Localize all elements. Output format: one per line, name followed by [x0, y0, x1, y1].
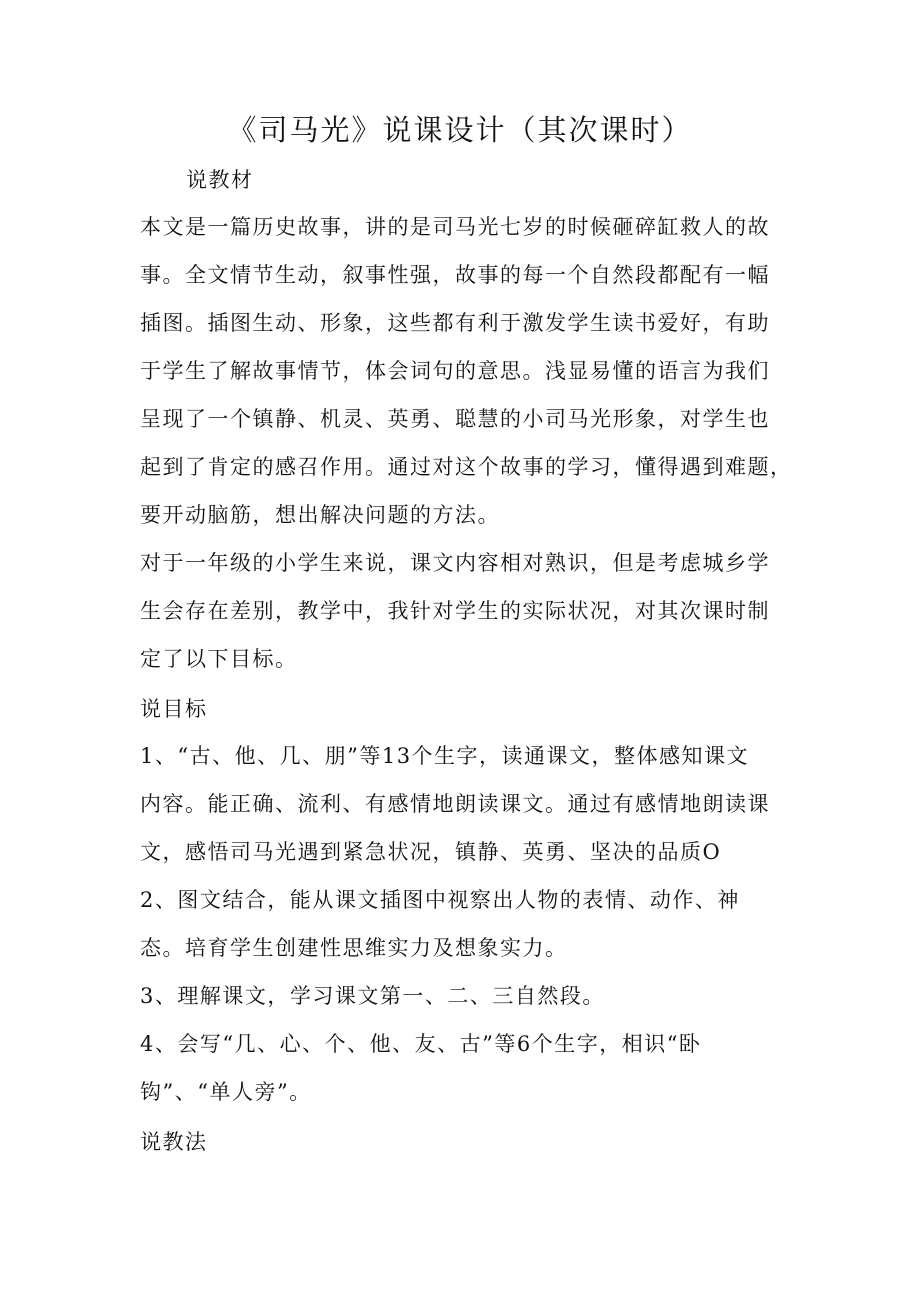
paragraph-line: 插图。插图生动、形象，这些都有利于激发学生读书爱好，有助 [140, 311, 770, 335]
goal-item-line: 3、理解课文，学习课文第一、二、三自然段。 [140, 984, 605, 1008]
paragraph-line: 本文是一篇历史故事，讲的是司马光七岁的时候砸碎缸救人的故 [140, 215, 770, 239]
goal-item-line: 文，感悟司马光遇到紧急状况，镇静、英勇、坚决的品质O [140, 840, 722, 864]
section-heading-methods: 说教法 [140, 1130, 208, 1154]
paragraph-line: 要开动脑筋，想出解决问题的方法。 [140, 503, 500, 527]
paragraph-line: 对于一年级的小学生来说，课文内容相对熟识，但是考虑城乡学 [140, 551, 770, 575]
goal-item-line: 4、会写“几、心、个、他、友、古”等6个生字，相识“卧 [140, 1032, 702, 1056]
section-heading-goals: 说目标 [140, 697, 208, 721]
goal-item-line: 2、图文结合，能从课文插图中视察出人物的表情、动作、神 [140, 888, 740, 912]
goal-item-line: 态。培育学生创建性思维实力及想象实力。 [140, 936, 568, 960]
goal-item-line: 内容。能正确、流利、有感情地朗读课文。通过有感情地朗读课 [140, 792, 770, 816]
paragraph-line: 定了以下目标。 [140, 647, 298, 671]
paragraph-line: 生会存在差别，教学中，我针对学生的实际状况，对其次课时制 [140, 599, 770, 623]
paragraph-line: 事。全文情节生动，叙事性强，故事的每一个自然段都配有一幅 [140, 263, 770, 287]
paragraph-line: 起到了肯定的感召作用。通过对这个故事的学习，懂得遇到难题， [140, 455, 793, 479]
goal-item-line: 钩”、“单人旁”。 [140, 1080, 312, 1104]
goal-item-line: 1、“古、他、几、朋”等13个生字，读通课文，整体感知课文 [140, 744, 750, 768]
paragraph-line: 于学生了解故事情节，体会词句的意思。浅显易懂的语言为我们 [140, 359, 770, 383]
document-title: 《司马光》说课设计（其次课时） [227, 113, 693, 147]
paragraph-line: 呈现了一个镇静、机灵、英勇、聪慧的小司马光形象，对学生也 [140, 407, 770, 431]
section-heading-textbook: 说教材 [186, 168, 254, 192]
